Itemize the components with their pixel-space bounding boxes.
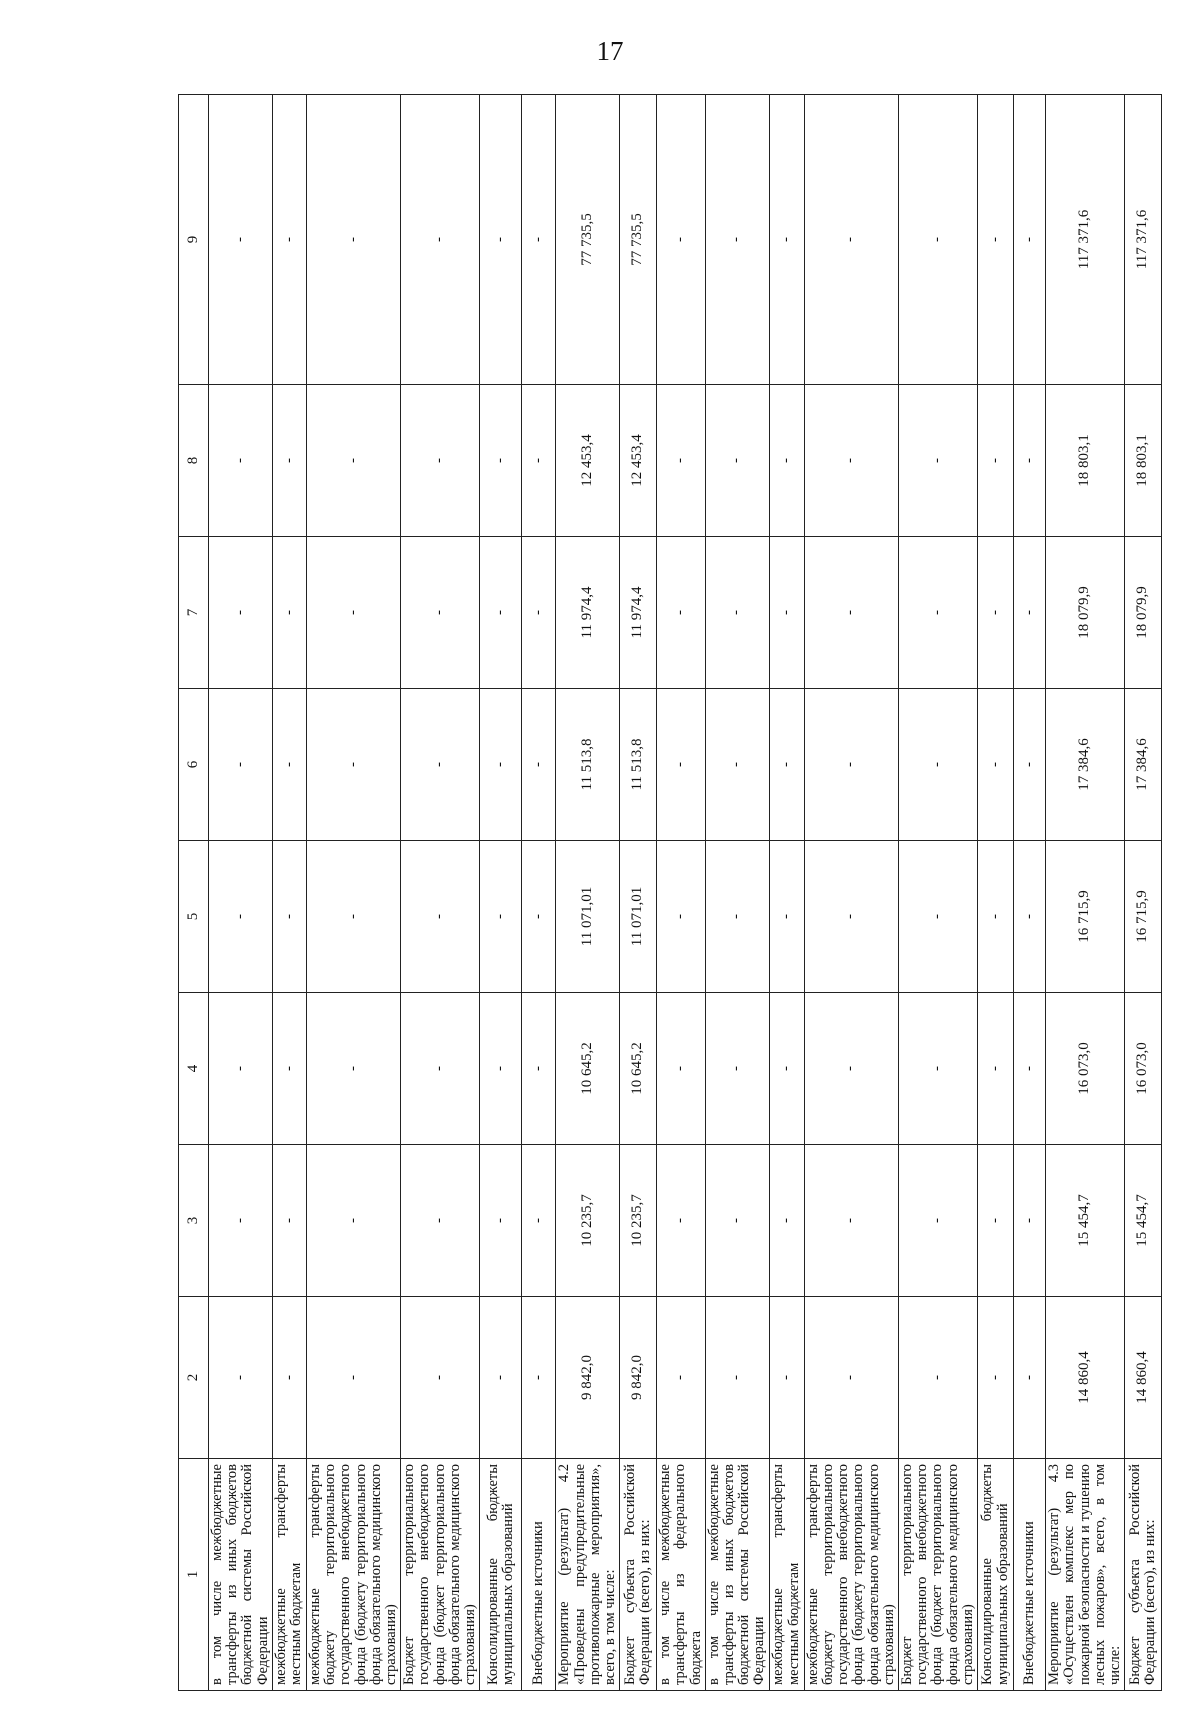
value-cell: 16 715,9 bbox=[1125, 841, 1162, 993]
value-cell: - bbox=[209, 993, 273, 1145]
value-cell: - bbox=[306, 993, 400, 1145]
budget-table bbox=[178, 94, 1162, 1691]
value-cell: - bbox=[705, 95, 769, 385]
row-label: Консолидированные бюджеты муниципальных образований bbox=[480, 1459, 522, 1691]
value-cell: - bbox=[272, 689, 306, 841]
row-label: Консолидированные бюджеты муниципальных образований bbox=[978, 1459, 1014, 1691]
value-cell: - bbox=[978, 385, 1014, 537]
table-row bbox=[1014, 95, 1046, 1691]
value-cell: - bbox=[705, 537, 769, 689]
value-cell: - bbox=[272, 537, 306, 689]
value-cell: - bbox=[705, 1297, 769, 1459]
value-cell: 17 384,6 bbox=[1046, 689, 1125, 841]
header-cell: 2 bbox=[179, 1297, 209, 1459]
value-cell: - bbox=[306, 1145, 400, 1297]
value-cell: - bbox=[401, 1297, 480, 1459]
value-cell: 10 645,2 bbox=[620, 993, 657, 1145]
value-cell: - bbox=[209, 1145, 273, 1297]
value-cell: - bbox=[522, 1145, 556, 1297]
row-label: в том числе межбюджетные трансферты из федерального бюджета bbox=[657, 1459, 706, 1691]
value-cell: - bbox=[899, 1145, 978, 1297]
table-row bbox=[272, 95, 306, 1691]
rotated-table-container bbox=[178, 95, 1159, 1691]
header-row bbox=[179, 95, 209, 1691]
value-cell: - bbox=[401, 841, 480, 993]
value-cell: - bbox=[978, 537, 1014, 689]
row-label: межбюджетные трансферты местным бюджетам bbox=[272, 1459, 306, 1691]
value-cell: 9 842,0 bbox=[556, 1297, 620, 1459]
value-cell: - bbox=[306, 689, 400, 841]
header-cell: 8 bbox=[179, 385, 209, 537]
value-cell: 16 073,0 bbox=[1125, 993, 1162, 1145]
value-cell: - bbox=[657, 689, 706, 841]
value-cell: - bbox=[306, 841, 400, 993]
value-cell: - bbox=[705, 841, 769, 993]
header-cell: 3 bbox=[179, 1145, 209, 1297]
value-cell: - bbox=[401, 1145, 480, 1297]
value-cell: 10 235,7 bbox=[620, 1145, 657, 1297]
value-cell: - bbox=[899, 993, 978, 1145]
value-cell: - bbox=[769, 385, 804, 537]
header-cell: 4 bbox=[179, 993, 209, 1145]
value-cell: 77 735,5 bbox=[556, 95, 620, 385]
value-cell: 18 079,9 bbox=[1125, 537, 1162, 689]
value-cell: 18 079,9 bbox=[1046, 537, 1125, 689]
value-cell: 12 453,4 bbox=[620, 385, 657, 537]
value-cell: - bbox=[522, 385, 556, 537]
value-cell: - bbox=[769, 993, 804, 1145]
table-row bbox=[978, 95, 1014, 1691]
value-cell: - bbox=[272, 95, 306, 385]
value-cell: 11 071,01 bbox=[620, 841, 657, 993]
value-cell: - bbox=[272, 1145, 306, 1297]
value-cell: 11 513,8 bbox=[620, 689, 657, 841]
table-row bbox=[804, 95, 898, 1691]
row-label: Бюджет территориального государственного внебюджетного фонда (бюджет территориального фонда обязательного медицинского страхования) bbox=[401, 1459, 480, 1691]
value-cell: - bbox=[480, 537, 522, 689]
value-cell: - bbox=[522, 841, 556, 993]
row-label: Бюджет территориального государственного внебюджетного фонда (бюджет территориального фонда обязательного медицинского страхования) bbox=[899, 1459, 978, 1691]
value-cell: - bbox=[306, 95, 400, 385]
value-cell: - bbox=[522, 993, 556, 1145]
value-cell: - bbox=[272, 385, 306, 537]
value-cell: 10 645,2 bbox=[556, 993, 620, 1145]
value-cell: 15 454,7 bbox=[1046, 1145, 1125, 1297]
value-cell: - bbox=[657, 385, 706, 537]
value-cell: - bbox=[480, 689, 522, 841]
value-cell: - bbox=[899, 537, 978, 689]
row-label: межбюджетные трансферты бюджету территориального государственного внебюджетного фонда (бюджету территориального фонда обязательного медицинского страхования) bbox=[804, 1459, 898, 1691]
header-cell: 9 bbox=[179, 95, 209, 385]
table-row bbox=[1125, 95, 1162, 1691]
value-cell: 17 384,6 bbox=[1125, 689, 1162, 841]
value-cell: - bbox=[978, 1145, 1014, 1297]
table-row bbox=[306, 95, 400, 1691]
value-cell: - bbox=[899, 95, 978, 385]
header-cell: 1 bbox=[179, 1459, 209, 1691]
row-label: Внебюджетные источники bbox=[522, 1459, 556, 1691]
value-cell: - bbox=[899, 385, 978, 537]
value-cell: - bbox=[804, 385, 898, 537]
table-row bbox=[657, 95, 706, 1691]
value-cell: - bbox=[522, 689, 556, 841]
value-cell: 16 715,9 bbox=[1046, 841, 1125, 993]
row-label: межбюджетные трансферты местным бюджетам bbox=[769, 1459, 804, 1691]
row-label: Мероприятие (результат) 4.3 «Осуществлен комплекс мер по пожарной безопасности и тушению лесных пожаров», всего, в том числе: bbox=[1046, 1459, 1125, 1691]
value-cell: - bbox=[657, 1145, 706, 1297]
row-label: Бюджет субъекта Российской Федерации (всего), из них: bbox=[620, 1459, 657, 1691]
row-label: межбюджетные трансферты бюджету территориального государственного внебюджетного фонда (бюджету территориального фонда обязательного медицинского страхования) bbox=[306, 1459, 400, 1691]
value-cell: - bbox=[657, 841, 706, 993]
value-cell: - bbox=[657, 1297, 706, 1459]
value-cell: - bbox=[401, 689, 480, 841]
value-cell: 77 735,5 bbox=[620, 95, 657, 385]
value-cell: 11 513,8 bbox=[556, 689, 620, 841]
table-row bbox=[401, 95, 480, 1691]
value-cell: - bbox=[899, 1297, 978, 1459]
page-number: 17 bbox=[596, 36, 624, 66]
value-cell: - bbox=[804, 95, 898, 385]
table-row bbox=[1046, 95, 1125, 1691]
header-cell: 6 bbox=[179, 689, 209, 841]
value-cell: - bbox=[804, 537, 898, 689]
value-cell: - bbox=[209, 1297, 273, 1459]
value-cell: - bbox=[657, 95, 706, 385]
table-row bbox=[899, 95, 978, 1691]
value-cell: - bbox=[522, 537, 556, 689]
value-cell: - bbox=[657, 993, 706, 1145]
value-cell: - bbox=[657, 537, 706, 689]
value-cell: 14 860,4 bbox=[1046, 1297, 1125, 1459]
value-cell: - bbox=[899, 689, 978, 841]
row-label: в том числе межбюджетные трансферты из иных бюджетов бюджетной системы Российской Федерации bbox=[705, 1459, 769, 1691]
value-cell: - bbox=[1014, 385, 1046, 537]
table-row bbox=[705, 95, 769, 1691]
value-cell: - bbox=[769, 689, 804, 841]
value-cell: - bbox=[480, 385, 522, 537]
value-cell: - bbox=[1014, 689, 1046, 841]
value-cell: 14 860,4 bbox=[1125, 1297, 1162, 1459]
value-cell: - bbox=[978, 841, 1014, 993]
value-cell: - bbox=[209, 385, 273, 537]
value-cell: - bbox=[769, 1145, 804, 1297]
value-cell: 12 453,4 bbox=[556, 385, 620, 537]
value-cell: 11 071,01 bbox=[556, 841, 620, 993]
value-cell: - bbox=[804, 993, 898, 1145]
value-cell: 117 371,6 bbox=[1046, 95, 1125, 385]
value-cell: - bbox=[306, 537, 400, 689]
value-cell: - bbox=[306, 1297, 400, 1459]
value-cell: - bbox=[1014, 537, 1046, 689]
value-cell: 15 454,7 bbox=[1125, 1145, 1162, 1297]
value-cell: - bbox=[769, 537, 804, 689]
value-cell: - bbox=[480, 841, 522, 993]
row-label: Внебюджетные источники bbox=[1014, 1459, 1046, 1691]
row-label: Мероприятие (результат) 4.2 «Проведены предупредительные противопожарные мероприятия», всего, в том числе: bbox=[556, 1459, 620, 1691]
value-cell: - bbox=[209, 689, 273, 841]
table-row bbox=[620, 95, 657, 1691]
value-cell: - bbox=[1014, 1297, 1046, 1459]
value-cell: - bbox=[209, 841, 273, 993]
value-cell: - bbox=[480, 95, 522, 385]
value-cell: - bbox=[978, 95, 1014, 385]
value-cell: - bbox=[769, 1297, 804, 1459]
value-cell: - bbox=[401, 993, 480, 1145]
value-cell: - bbox=[522, 1297, 556, 1459]
table-row bbox=[522, 95, 556, 1691]
value-cell: - bbox=[480, 993, 522, 1145]
value-cell: - bbox=[272, 1297, 306, 1459]
value-cell: - bbox=[480, 1145, 522, 1297]
value-cell: - bbox=[480, 1297, 522, 1459]
value-cell: - bbox=[272, 841, 306, 993]
value-cell: 10 235,7 bbox=[556, 1145, 620, 1297]
table-row bbox=[769, 95, 804, 1691]
value-cell: - bbox=[899, 841, 978, 993]
table-row bbox=[209, 95, 273, 1691]
value-cell: - bbox=[1014, 841, 1046, 993]
value-cell: - bbox=[1014, 1145, 1046, 1297]
value-cell: - bbox=[804, 841, 898, 993]
value-cell: - bbox=[705, 689, 769, 841]
value-cell: 11 974,4 bbox=[556, 537, 620, 689]
value-cell: 18 803,1 bbox=[1125, 385, 1162, 537]
value-cell: - bbox=[978, 1297, 1014, 1459]
value-cell: 16 073,0 bbox=[1046, 993, 1125, 1145]
value-cell: - bbox=[522, 95, 556, 385]
value-cell: - bbox=[978, 993, 1014, 1145]
value-cell: - bbox=[978, 689, 1014, 841]
value-cell: 9 842,0 bbox=[620, 1297, 657, 1459]
table-row bbox=[480, 95, 522, 1691]
value-cell: - bbox=[306, 385, 400, 537]
value-cell: 11 974,4 bbox=[620, 537, 657, 689]
header-cell: 7 bbox=[179, 537, 209, 689]
value-cell: - bbox=[804, 1145, 898, 1297]
value-cell: - bbox=[804, 689, 898, 841]
value-cell: - bbox=[705, 993, 769, 1145]
value-cell: - bbox=[401, 385, 480, 537]
value-cell: - bbox=[1014, 993, 1046, 1145]
value-cell: - bbox=[769, 95, 804, 385]
header-cell: 5 bbox=[179, 841, 209, 993]
value-cell: - bbox=[209, 95, 273, 385]
value-cell: 117 371,6 bbox=[1125, 95, 1162, 385]
value-cell: 18 803,1 bbox=[1046, 385, 1125, 537]
value-cell: - bbox=[272, 993, 306, 1145]
value-cell: - bbox=[705, 1145, 769, 1297]
table-row bbox=[556, 95, 620, 1691]
row-label: в том числе межбюджетные трансферты из иных бюджетов бюджетной системы Российской Федерации bbox=[209, 1459, 273, 1691]
row-label: Бюджет субъекта Российской Федерации (всего), из них: bbox=[1125, 1459, 1162, 1691]
value-cell: - bbox=[1014, 95, 1046, 385]
value-cell: - bbox=[769, 841, 804, 993]
value-cell: - bbox=[209, 537, 273, 689]
value-cell: - bbox=[401, 537, 480, 689]
value-cell: - bbox=[705, 385, 769, 537]
value-cell: - bbox=[401, 95, 480, 385]
value-cell: - bbox=[804, 1297, 898, 1459]
